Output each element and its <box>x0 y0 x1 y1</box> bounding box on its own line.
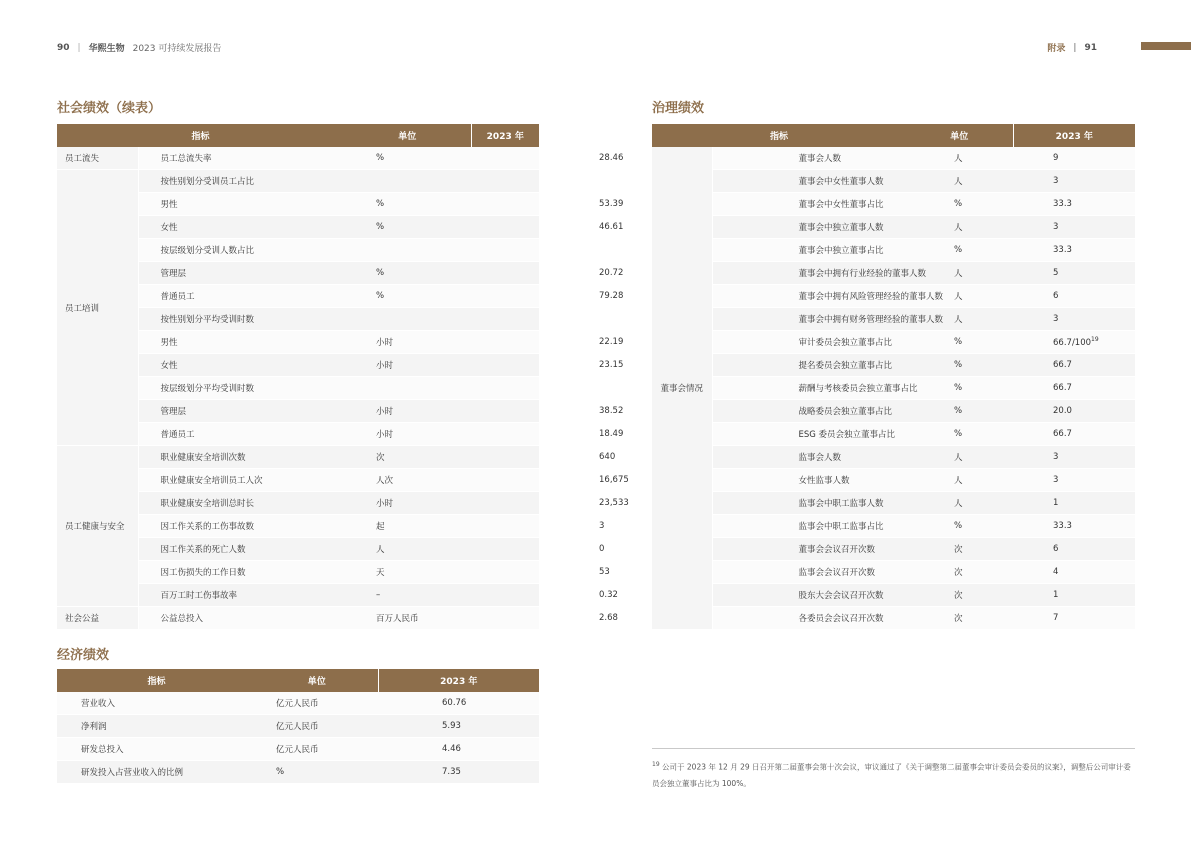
unit-cell: 次 <box>906 607 1013 630</box>
value-cell: 38.52 <box>471 400 539 423</box>
unit-cell: % <box>906 400 1013 423</box>
indicator-cell: 提名委员会独立董事占比 <box>712 354 906 377</box>
col-header-year: 2023 年 <box>378 669 539 692</box>
unit-cell: % <box>344 285 471 308</box>
unit-cell: % <box>906 193 1013 216</box>
value-text: 66.7 <box>1053 429 1072 439</box>
value-cell <box>1013 308 1135 331</box>
indicator-cell: 女性监事人数 <box>712 469 906 492</box>
value-text: 66.7/100 <box>1053 337 1092 348</box>
col-header-indicator: 指标 <box>652 124 906 147</box>
value-cell <box>1013 216 1135 239</box>
value-cell <box>1013 561 1135 584</box>
value-text: 33.3 <box>1053 521 1072 531</box>
unit-cell: 小时 <box>344 400 471 423</box>
table-row <box>652 354 1135 377</box>
table-row <box>652 170 1135 193</box>
indicator-cell: 各委员会会议召开次数 <box>712 607 906 630</box>
value-cell <box>1013 239 1135 262</box>
value-cell <box>1013 469 1135 492</box>
indicator-cell: 女性 <box>138 216 344 239</box>
unit-cell: 次 <box>906 584 1013 607</box>
indicator-cell: 净利润 <box>57 715 256 738</box>
table-row <box>652 193 1135 216</box>
table-row <box>652 515 1135 538</box>
value-cell <box>1013 147 1135 170</box>
unit-cell: 亿元人民币 <box>256 692 378 715</box>
table-row <box>652 492 1135 515</box>
value-cell <box>1013 170 1135 193</box>
table-row <box>652 262 1135 285</box>
value-cell: 22.19 <box>471 331 539 354</box>
col-header-year: 2023 年 <box>1013 124 1135 147</box>
indicator-cell: 董事会中独立董事人数 <box>712 216 906 239</box>
value-cell: 46.61 <box>471 216 539 239</box>
col-header-unit: 单位 <box>256 669 378 692</box>
unit-cell: 次 <box>344 446 471 469</box>
indicator-cell: 战略委员会独立董事占比 <box>712 400 906 423</box>
value-cell: 23.15 <box>471 354 539 377</box>
value-cell: 23,533 <box>471 492 539 515</box>
category-cell: 董事会情况 <box>652 147 712 630</box>
value-text: 7 <box>1053 613 1059 623</box>
subheader-cell: 按层级划分受训人数占比 <box>138 239 539 262</box>
value-text: 66.7 <box>1053 360 1072 370</box>
footnote <box>652 757 1137 792</box>
unit-cell: 人 <box>906 262 1013 285</box>
unit-cell: 人 <box>906 469 1013 492</box>
unit-cell: % <box>344 262 471 285</box>
unit-cell: % <box>344 193 471 216</box>
footnote-text: 公司于 2023 年 12 月 29 日召开第二届董事会第十次会议，审议通过了《关于调整第二届董事会审计委员会委员的议案》，调整后公司审计委员会独立董事占比为 100%。 <box>652 762 1131 788</box>
unit-cell: % <box>906 377 1013 400</box>
value-cell: 3 <box>471 515 539 538</box>
value-cell: 4.46 <box>378 738 539 761</box>
value-cell: 7.35 <box>378 761 539 784</box>
unit-cell: 小时 <box>344 492 471 515</box>
value-cell: 16,675 <box>471 469 539 492</box>
table-row <box>652 216 1135 239</box>
header-separator: | <box>1073 42 1077 53</box>
unit-cell: 小时 <box>344 423 471 446</box>
category-cell: 员工流失 <box>57 147 138 170</box>
col-header-indicator: 指标 <box>57 669 256 692</box>
category-cell: 社会公益 <box>57 607 138 630</box>
report-title: 2023 可持续发展报告 <box>132 44 222 54</box>
indicator-cell: 薪酬与考核委员会独立董事占比 <box>712 377 906 400</box>
unit-cell: 人 <box>906 446 1013 469</box>
indicator-cell: 职业健康安全培训总时长 <box>138 492 344 515</box>
indicator-cell: 董事会人数 <box>712 147 906 170</box>
table-row <box>652 331 1135 354</box>
col-header-indicator: 指标 <box>57 124 344 147</box>
indicator-cell: ESG 委员会独立董事占比 <box>712 423 906 446</box>
table-row <box>652 147 1135 170</box>
indicator-cell: 男性 <box>138 193 344 216</box>
value-cell: 28.46 <box>471 147 539 170</box>
subheader-cell: 按性别划分受训员工占比 <box>138 170 539 193</box>
indicator-cell: 女性 <box>138 354 344 377</box>
indicator-cell: 审计委员会独立董事占比 <box>712 331 906 354</box>
value-text: 3 <box>1053 314 1059 324</box>
col-header-unit: 单位 <box>344 124 471 147</box>
unit-cell: 次 <box>906 561 1013 584</box>
indicator-cell: 营业收入 <box>57 692 256 715</box>
economic-performance-table <box>57 669 539 784</box>
indicator-cell: 公益总投入 <box>138 607 344 630</box>
value-cell <box>1013 607 1135 630</box>
unit-cell: % <box>256 761 378 784</box>
value-cell <box>1013 262 1135 285</box>
unit-cell: 百万人民币 <box>344 607 471 630</box>
value-cell: 53.39 <box>471 193 539 216</box>
value-cell: 5.93 <box>378 715 539 738</box>
value-cell <box>1013 377 1135 400</box>
unit-cell: 起 <box>344 515 471 538</box>
value-text: 33.3 <box>1053 245 1072 255</box>
value-cell <box>1013 446 1135 469</box>
value-cell <box>1013 193 1135 216</box>
value-cell <box>1013 423 1135 446</box>
indicator-cell: 管理层 <box>138 262 344 285</box>
value-cell: 640 <box>471 446 539 469</box>
indicator-cell: 普通员工 <box>138 423 344 446</box>
value-text: 3 <box>1053 452 1059 462</box>
value-cell <box>1013 538 1135 561</box>
unit-cell: % <box>906 423 1013 446</box>
value-text: 6 <box>1053 544 1059 554</box>
value-cell <box>1013 492 1135 515</box>
indicator-cell: 董事会中女性董事占比 <box>712 193 906 216</box>
subheader-cell: 按层级划分平均受训时数 <box>138 377 539 400</box>
value-text: 33.3 <box>1053 199 1072 209</box>
unit-cell: 人 <box>906 147 1013 170</box>
category-cell: 员工培训 <box>57 170 138 446</box>
value-cell: 53 <box>471 561 539 584</box>
indicator-cell: 董事会会议召开次数 <box>712 538 906 561</box>
unit-cell: % <box>906 354 1013 377</box>
indicator-cell: 管理层 <box>138 400 344 423</box>
category-cell: 员工健康与安全 <box>57 446 138 607</box>
value-text: 4 <box>1053 567 1059 577</box>
governance-performance-table <box>652 124 1135 630</box>
value-cell: 18.49 <box>471 423 539 446</box>
unit-cell: 亿元人民币 <box>256 738 378 761</box>
unit-cell: 人次 <box>344 469 471 492</box>
unit-cell: 次 <box>906 538 1013 561</box>
economic-section-title: 经济绩效 <box>57 648 110 663</box>
header-separator: | <box>77 42 81 53</box>
unit-cell: % <box>906 239 1013 262</box>
table-row <box>57 607 539 630</box>
page-header-left <box>57 41 221 54</box>
section-label: 附录 <box>1047 44 1066 54</box>
value-text: 6 <box>1053 291 1059 301</box>
unit-cell: 天 <box>344 561 471 584</box>
header-accent-bar <box>1141 42 1191 50</box>
unit-cell: 人 <box>906 170 1013 193</box>
unit-cell: 亿元人民币 <box>256 715 378 738</box>
table-row <box>652 423 1135 446</box>
table-row <box>57 692 539 715</box>
unit-cell: 人 <box>344 538 471 561</box>
indicator-cell: 董事会中女性董事人数 <box>712 170 906 193</box>
indicator-cell: 研发投入占营业收入的比例 <box>57 761 256 784</box>
page-number-left: 90 <box>57 42 70 53</box>
indicator-cell: 因工作关系的工伤事故数 <box>138 515 344 538</box>
table-row <box>652 308 1135 331</box>
value-cell <box>1013 515 1135 538</box>
unit-cell: % <box>344 147 471 170</box>
unit-cell: 小时 <box>344 354 471 377</box>
governance-section-title: 治理绩效 <box>652 101 705 116</box>
value-text: 1 <box>1053 498 1059 508</box>
table-row <box>652 538 1135 561</box>
value-cell: 79.28 <box>471 285 539 308</box>
table-row <box>652 377 1135 400</box>
value-text: 1 <box>1053 590 1059 600</box>
unit-cell: – <box>344 584 471 607</box>
indicator-cell: 董事会中拥有行业经验的董事人数 <box>712 262 906 285</box>
table-row <box>652 469 1135 492</box>
indicator-cell: 监事会中职工监事人数 <box>712 492 906 515</box>
indicator-cell: 职业健康安全培训员工人次 <box>138 469 344 492</box>
value-cell: 0.32 <box>471 584 539 607</box>
subheader-cell: 按性别划分平均受训时数 <box>138 308 539 331</box>
table-row <box>652 446 1135 469</box>
indicator-cell: 监事会中职工监事占比 <box>712 515 906 538</box>
unit-cell: 人 <box>906 492 1013 515</box>
page-number-right: 91 <box>1084 42 1097 53</box>
indicator-cell: 男性 <box>138 331 344 354</box>
table-row <box>652 584 1135 607</box>
value-cell <box>1013 354 1135 377</box>
indicator-cell: 股东大会会议召开次数 <box>712 584 906 607</box>
col-header-unit: 单位 <box>906 124 1013 147</box>
indicator-cell: 董事会中拥有财务管理经验的董事人数 <box>712 308 906 331</box>
value-text: 5 <box>1053 268 1059 278</box>
page-header-right <box>1047 41 1097 54</box>
value-cell: 60.76 <box>378 692 539 715</box>
value-cell: 0 <box>471 538 539 561</box>
footnote-ref: 19 <box>1091 336 1099 344</box>
value-cell <box>1013 331 1135 354</box>
table-row <box>652 607 1135 630</box>
table-row <box>57 170 539 193</box>
footnote-mark: 19 <box>652 761 660 768</box>
table-row <box>57 446 539 469</box>
indicator-cell: 因工作关系的死亡人数 <box>138 538 344 561</box>
table-row <box>57 761 539 784</box>
table-row <box>652 400 1135 423</box>
indicator-cell: 董事会中独立董事占比 <box>712 239 906 262</box>
table-row <box>57 738 539 761</box>
table-row <box>652 285 1135 308</box>
social-section-title: 社会绩效（续表） <box>57 101 162 116</box>
unit-cell: % <box>344 216 471 239</box>
value-text: 20.0 <box>1053 406 1072 416</box>
unit-cell: 小时 <box>344 331 471 354</box>
unit-cell: 人 <box>906 285 1013 308</box>
indicator-cell: 因工伤损失的工作日数 <box>138 561 344 584</box>
unit-cell: 人 <box>906 308 1013 331</box>
company-name: 华熙生物 <box>88 44 125 54</box>
indicator-cell: 监事会会议召开次数 <box>712 561 906 584</box>
table-row <box>652 239 1135 262</box>
indicator-cell: 普通员工 <box>138 285 344 308</box>
value-text: 9 <box>1053 153 1059 163</box>
unit-cell: 人 <box>906 216 1013 239</box>
footnote-divider <box>652 748 1135 749</box>
value-cell <box>1013 400 1135 423</box>
value-cell <box>1013 285 1135 308</box>
value-cell <box>1013 584 1135 607</box>
indicator-cell: 员工总流失率 <box>138 147 344 170</box>
value-text: 3 <box>1053 475 1059 485</box>
indicator-cell: 职业健康安全培训次数 <box>138 446 344 469</box>
value-cell: 2.68 <box>471 607 539 630</box>
table-row <box>652 561 1135 584</box>
indicator-cell: 百万工时工伤事故率 <box>138 584 344 607</box>
table-row <box>57 715 539 738</box>
value-text: 3 <box>1053 176 1059 186</box>
unit-cell: % <box>906 331 1013 354</box>
indicator-cell: 监事会人数 <box>712 446 906 469</box>
value-text: 3 <box>1053 222 1059 232</box>
social-performance-table <box>57 124 629 630</box>
indicator-cell: 董事会中拥有风险管理经验的董事人数 <box>712 285 906 308</box>
value-text: 66.7 <box>1053 383 1072 393</box>
unit-cell: % <box>906 515 1013 538</box>
table-row <box>57 147 539 170</box>
value-cell: 20.72 <box>471 262 539 285</box>
indicator-cell: 研发总投入 <box>57 738 256 761</box>
col-header-year: 2023 年 <box>471 124 539 147</box>
